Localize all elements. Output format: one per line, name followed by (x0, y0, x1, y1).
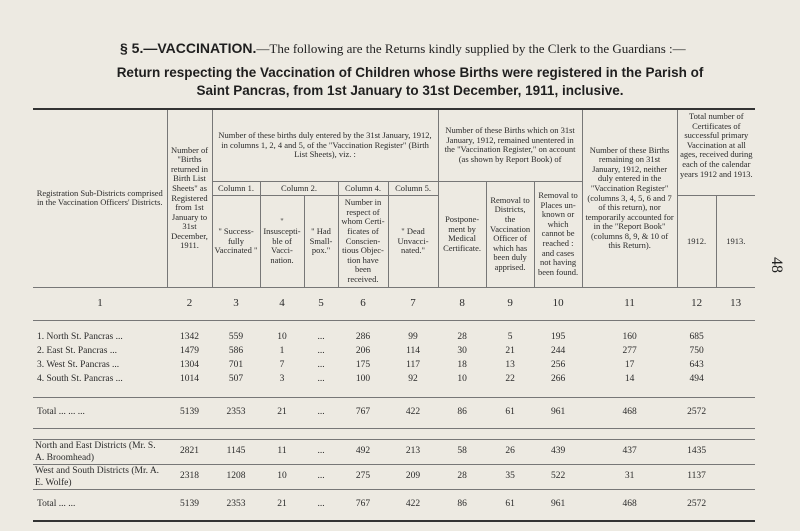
row-label: 2. East St. Pancras ... (37, 345, 117, 356)
intro-line (120, 40, 740, 57)
cell-c9: 5 (507, 331, 513, 342)
cell-c7: 422 (388, 489, 438, 521)
row-label: 1. North St. Pancras ... (37, 331, 123, 342)
cell-c3: 2353 (212, 397, 260, 428)
cell-c9: 13 (505, 359, 515, 370)
cell-c11: 14 (624, 373, 635, 384)
table-row (33, 331, 755, 345)
cell-c4: 3 (279, 373, 285, 384)
cell-c5: ... (304, 397, 338, 428)
cell-c2: 1479 (180, 345, 199, 356)
table-row (33, 373, 755, 387)
cell-c13 (716, 331, 755, 345)
cell-c2: 1304 (180, 359, 199, 370)
cell-c11: 31 (582, 464, 677, 489)
column-number: 11 (582, 287, 677, 320)
header-remaining: Number of these Births remaining on 31st January, 1912, neither duly entered in the "Vaccination Register" (columns 3, 4, 5, 6 and 7 of this return), nor temporarily accounted for in the "Report Book" (columns 8, 9, & 10 of this Return). (582, 109, 677, 287)
cell-c13 (716, 345, 755, 359)
row-label: 3. West St. Pancras ... (37, 359, 120, 370)
cell-c7: 117 (406, 359, 420, 370)
cell-c7: 209 (388, 464, 438, 489)
header-dead: " Dead Unvacci-nated." (388, 196, 438, 287)
cell-c13 (716, 359, 755, 373)
district-row (33, 464, 755, 489)
header-postponement: Postpone-ment by Medical Certificate. (438, 181, 486, 287)
row-label: West and South Districts (Mr. A. E. Wolfe) (33, 464, 167, 489)
cell-c12: 2572 (677, 397, 716, 428)
cell-c8: 28 (457, 331, 467, 342)
title-line-1: Return respecting the Vaccination of Children whose Births were registered in the Parish of (116, 65, 704, 80)
table-row (33, 345, 755, 359)
cell-c4: 10 (260, 464, 304, 489)
cell-c2: 1014 (180, 373, 199, 384)
header-smallpox: " Had Small-pox." (304, 196, 338, 287)
cell-c4: 21 (260, 489, 304, 521)
total-row-1 (33, 397, 755, 428)
header-col1: Column 1. (212, 181, 260, 196)
cell-c3: 2353 (212, 489, 260, 521)
cell-c4: 10 (277, 331, 287, 342)
cell-c2: 5139 (167, 397, 212, 428)
cell-c8: 86 (438, 489, 486, 521)
column-number: 2 (167, 287, 212, 320)
total-row-2 (33, 489, 755, 521)
cell-c7: 114 (406, 345, 420, 356)
cell-c8: 86 (438, 397, 486, 428)
cell-c2: 2318 (167, 464, 212, 489)
cell-c6: 206 (355, 345, 371, 356)
cell-c7: 213 (388, 439, 438, 464)
cell-c7: 92 (408, 373, 418, 384)
cell-c11: 437 (582, 439, 677, 464)
cell-c12: 2572 (677, 489, 716, 521)
header-births-returned: Number of "Births returned in Birth List Sheets" as Registered from 1st January to 31st December, 1911. (167, 109, 212, 287)
district-rows (33, 428, 755, 489)
cell-c10: 961 (534, 489, 582, 521)
cell-c10: 244 (550, 345, 566, 356)
header-entered-group: Number of these births duly entered by the 31st January, 1912, in columns 1, 2, 4 and 5, of the "Vaccination Register" (Birth List Sheets), viz. : (212, 109, 438, 181)
table-body (33, 287, 755, 331)
section-heading: § 5.—VACCINATION. (120, 40, 257, 56)
cell-c3: 1208 (212, 464, 260, 489)
column-number: 9 (486, 287, 534, 320)
cell-c12: 494 (689, 373, 704, 384)
cell-c11: 468 (582, 397, 677, 428)
intro-text: —The following are the Returns kindly supplied by the Clerk to the Guardians :— (256, 41, 686, 56)
column-number: 8 (438, 287, 486, 320)
vaccination-table (33, 108, 755, 522)
header-unentered-group: Number of these Births which on 31st January, 1912, remained unentered in the "Vaccination Register," on account (as shown by Report Book) of (438, 109, 582, 181)
cell-c12: 685 (689, 331, 704, 342)
cell-c12: 643 (689, 359, 704, 370)
cell-c13 (716, 439, 755, 464)
header-certificates: Total number of Certificates of successful primary Vaccination at all ages, received during each of the calendar years 1912 and 1913. (677, 109, 755, 181)
header-removal-unknown: Removal to Places un-known or which cannot be reached : and cases not having been found. (534, 181, 582, 287)
cell-c6: 767 (338, 397, 388, 428)
cell-c3: 586 (228, 345, 244, 356)
header-insusceptible: " Insuscepti-ble of Vacci-nation. (260, 196, 304, 287)
cell-c8: 58 (438, 439, 486, 464)
cell-c10: 266 (550, 373, 566, 384)
cell-c6: 275 (338, 464, 388, 489)
cell-c13 (716, 489, 755, 521)
cell-c13 (716, 373, 755, 387)
cell-c5: ... (317, 331, 325, 342)
column-number: 10 (534, 287, 582, 320)
cell-c5: ... (317, 359, 325, 370)
cell-c9: 61 (486, 489, 534, 521)
header-vaccinated: " Success-fully Vaccinated " (212, 196, 260, 287)
cell-c9: 26 (486, 439, 534, 464)
cell-c6: 767 (338, 489, 388, 521)
cell-c4: 21 (260, 397, 304, 428)
cell-c13 (716, 464, 755, 489)
column-number: 13 (716, 287, 755, 320)
cell-c4: 11 (260, 439, 304, 464)
row-label: North and East Districts (Mr. S. A. Broomhead) (33, 439, 167, 464)
cell-c2: 5139 (167, 489, 212, 521)
sub-district-rows (33, 331, 755, 387)
row-label: Total ... ... ... (33, 397, 167, 428)
cell-c9: 35 (486, 464, 534, 489)
column-number: 12 (677, 287, 716, 320)
cell-c11: 468 (582, 489, 677, 521)
cell-c5: ... (317, 345, 325, 356)
column-number: 4 (260, 287, 304, 320)
table-row (33, 359, 755, 373)
row-label: 4. South St. Pancras ... (37, 373, 123, 384)
cell-c6: 286 (355, 331, 371, 342)
cell-c10: 961 (534, 397, 582, 428)
cell-c6: 492 (338, 439, 388, 464)
total-section-1 (33, 387, 755, 429)
cell-c8: 30 (457, 345, 467, 356)
cell-c8: 18 (457, 359, 467, 370)
cell-c10: 256 (550, 359, 566, 370)
cell-c2: 2821 (167, 439, 212, 464)
table-header (33, 109, 755, 287)
column-number: 6 (338, 287, 388, 320)
row-label: Total ... ... (33, 489, 167, 521)
cell-c7: 99 (408, 331, 418, 342)
cell-c11: 17 (624, 359, 635, 370)
cell-c8: 10 (457, 373, 467, 384)
cell-c4: 1 (279, 345, 285, 356)
page-number: 48 (768, 257, 785, 273)
cell-c10: 195 (550, 331, 566, 342)
cell-c12: 1435 (677, 439, 716, 464)
cell-c12: 750 (689, 345, 704, 356)
column-number: 7 (388, 287, 438, 320)
header-col2: Column 2. (260, 181, 338, 196)
header-1913: 1913. (716, 196, 755, 287)
cell-c5: ... (304, 464, 338, 489)
cell-c3: 1145 (212, 439, 260, 464)
column-number-row (33, 287, 755, 320)
column-number: 3 (212, 287, 260, 320)
cell-c3: 701 (228, 359, 244, 370)
header-objection: Number in respect of whom Certi-ficates of Conscien-tious Objec-tion have been received. (338, 196, 388, 287)
page-title (90, 64, 730, 100)
header-districts: Registration Sub-Districts comprised in the Vaccination Officers' Districts. (36, 187, 163, 208)
header-col4: Column 4. (338, 181, 388, 196)
cell-c5: ... (317, 373, 325, 384)
cell-c11: 277 (622, 345, 637, 356)
column-number: 5 (304, 287, 338, 320)
cell-c11: 160 (622, 331, 637, 342)
cell-c6: 100 (355, 373, 371, 384)
cell-c8: 28 (438, 464, 486, 489)
header-col5: Column 5. (388, 181, 438, 196)
cell-c5: ... (304, 489, 338, 521)
total-section-2 (33, 489, 755, 521)
cell-c3: 507 (228, 373, 244, 384)
cell-c3: 559 (228, 331, 244, 342)
cell-c10: 439 (534, 439, 582, 464)
header-removal-districts: Removal to Districts, the Vaccination Officer of which has been duly apprised. (486, 181, 534, 287)
title-line-2: Saint Pancras, from 1st January to 31st December, 1911, inclusive. (196, 83, 624, 98)
cell-c12: 1137 (677, 464, 716, 489)
header-1912: 1912. (677, 196, 716, 287)
cell-c6: 175 (355, 359, 371, 370)
district-row (33, 439, 755, 464)
cell-c5: ... (304, 439, 338, 464)
cell-c9: 21 (505, 345, 515, 356)
cell-c9: 22 (505, 373, 515, 384)
cell-c13 (716, 397, 755, 428)
cell-c9: 61 (486, 397, 534, 428)
cell-c10: 522 (534, 464, 582, 489)
column-number: 1 (33, 287, 167, 320)
cell-c2: 1342 (180, 331, 199, 342)
cell-c4: 7 (279, 359, 285, 370)
cell-c7: 422 (388, 397, 438, 428)
